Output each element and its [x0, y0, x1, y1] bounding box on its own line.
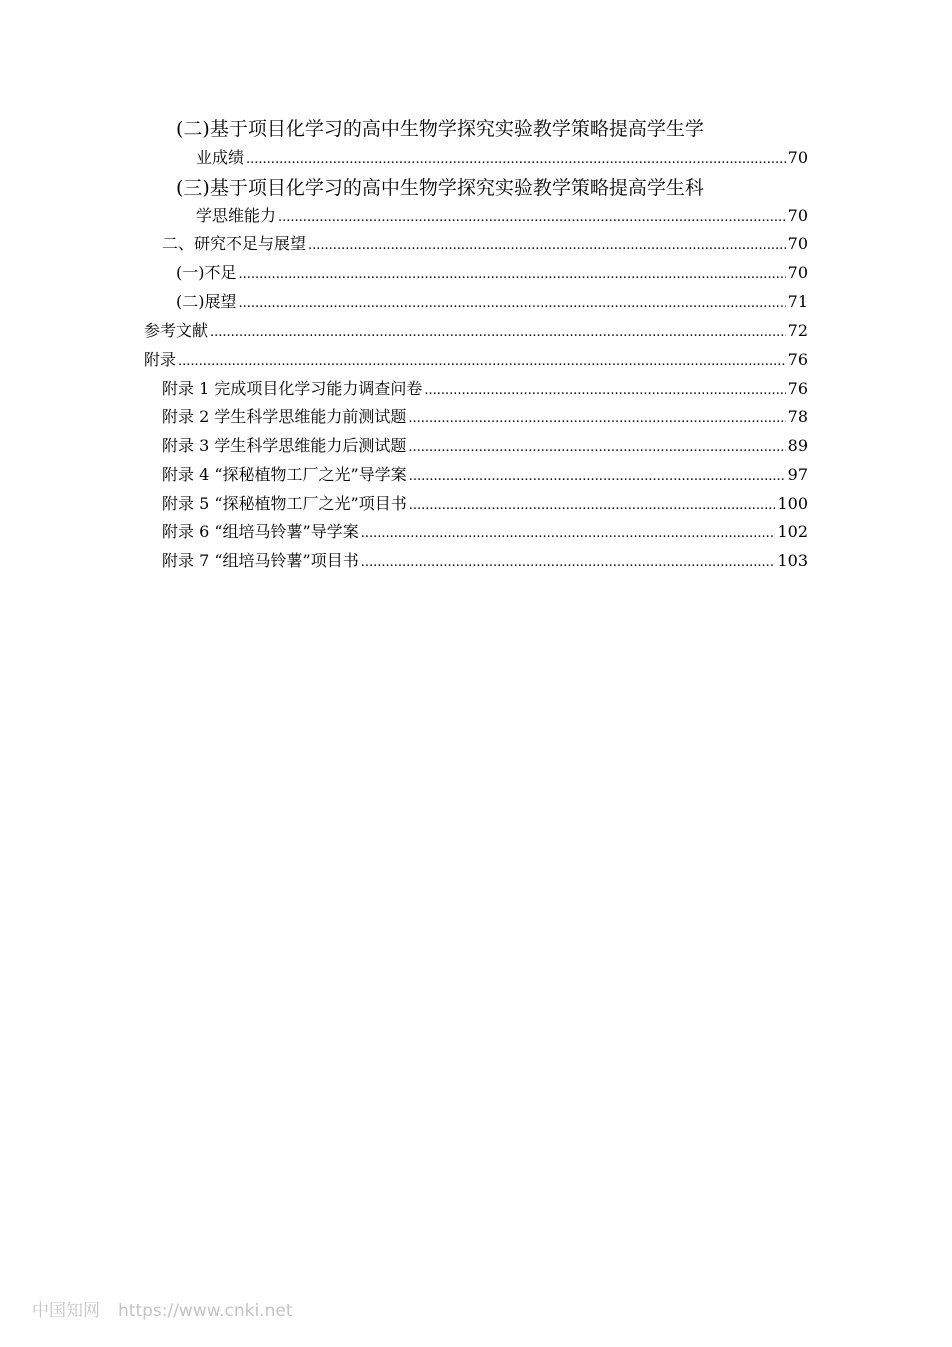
cnki-watermark [32, 1296, 292, 1321]
toc-entry[interactable] [196, 145, 808, 173]
dot-leader [178, 354, 786, 369]
toc-entry-page: 89 [787, 436, 808, 455]
toc-entry[interactable] [144, 347, 808, 375]
toc-entry-page: 71 [787, 292, 808, 311]
toc-entry-title[interactable]: (二)基于项目化学习的高中生物学探究实验教学策略提高学生学 [176, 118, 704, 140]
toc-entry[interactable] [176, 260, 808, 288]
toc-entry[interactable] [162, 491, 808, 519]
toc-entry-title: 附录 [144, 350, 177, 369]
watermark-brand: 中国知网 [32, 1301, 100, 1321]
toc-entry-title: 二、研究不足与展望 [162, 234, 307, 253]
toc-entry-page: 70 [787, 148, 808, 167]
toc-entry-title: 附录 4 “探秘植物工厂之光”导学案 [162, 465, 407, 484]
dot-leader [409, 469, 786, 484]
dot-leader [424, 383, 785, 398]
dot-leader [408, 411, 785, 426]
dot-leader [278, 210, 786, 225]
toc-entry-page: 78 [787, 407, 808, 426]
toc-entry-title: 业成绩 [196, 148, 245, 167]
toc-entry-page: 76 [787, 379, 808, 398]
toc-entry-page: 76 [787, 350, 808, 369]
toc-entry-page: 103 [777, 551, 808, 570]
dot-leader [239, 267, 786, 282]
dot-leader [361, 526, 776, 541]
toc-entry-page: 70 [787, 263, 808, 282]
toc-entry-title: (一)不足 [176, 263, 237, 282]
dot-leader [246, 152, 786, 167]
toc-entry[interactable] [144, 318, 808, 346]
toc-entry[interactable] [196, 203, 808, 231]
dot-leader [210, 325, 786, 340]
toc-entry[interactable] [162, 519, 808, 547]
toc-entry[interactable] [162, 231, 808, 259]
table-of-contents [0, 0, 952, 600]
toc-entry-title: (二)展望 [176, 292, 237, 311]
toc-entry-title[interactable]: (三)基于项目化学习的高中生物学探究实验教学策略提高学生科 [176, 177, 704, 199]
toc-entry-title: 参考文献 [144, 321, 209, 340]
dot-leader [361, 555, 776, 570]
toc-entry-page: 97 [787, 465, 808, 484]
toc-entry[interactable] [162, 433, 808, 461]
toc-entry-page: 102 [777, 522, 808, 541]
toc-entry-page: 70 [787, 206, 808, 225]
toc-entry-title: 学思维能力 [196, 206, 277, 225]
toc-entry[interactable] [162, 376, 808, 404]
toc-entry-title: 附录 1 完成项目化学习能力调查问卷 [162, 379, 423, 398]
toc-entry-title: 附录 7 “组培马铃薯”项目书 [162, 551, 359, 570]
toc-entry-page: 72 [787, 321, 808, 340]
toc-entry-title: 附录 5 “探秘植物工厂之光”项目书 [162, 494, 407, 513]
dot-leader [308, 238, 786, 253]
toc-entry[interactable] [162, 462, 808, 490]
dot-leader [239, 296, 786, 311]
toc-entry-page: 100 [777, 494, 808, 513]
watermark-url: https://www.cnki.net [118, 1301, 293, 1321]
dot-leader [409, 498, 776, 513]
toc-entry-page: 70 [787, 234, 808, 253]
toc-entry[interactable] [176, 289, 808, 317]
toc-entry-title: 附录 2 学生科学思维能力前测试题 [162, 407, 407, 426]
toc-entry-title: 附录 6 “组培马铃薯”导学案 [162, 522, 359, 541]
toc-entry-title: 附录 3 学生科学思维能力后测试题 [162, 436, 407, 455]
toc-entry[interactable] [162, 404, 808, 432]
dot-leader [408, 440, 785, 455]
toc-entry[interactable] [162, 548, 808, 576]
